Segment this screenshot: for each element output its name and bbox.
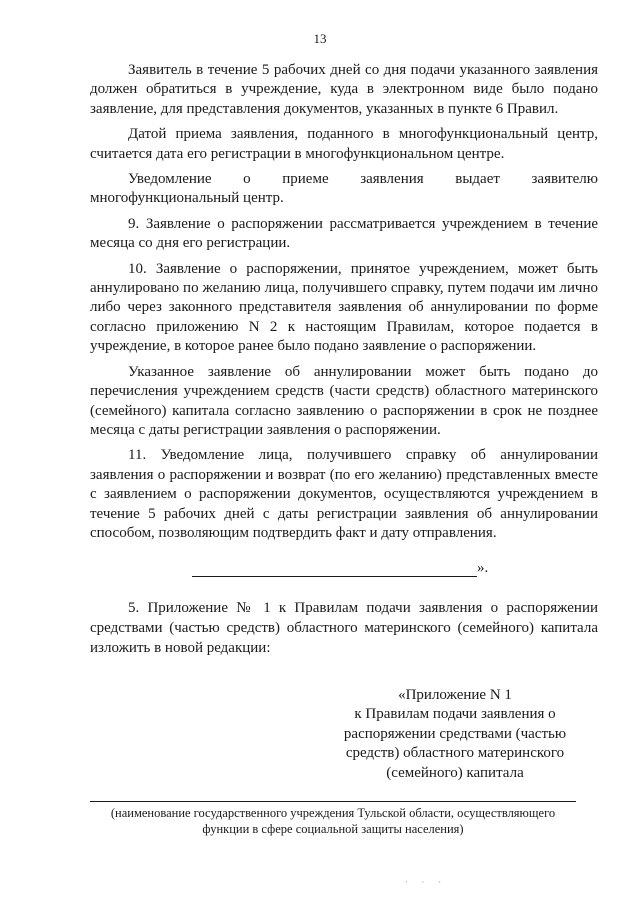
horizontal-rule bbox=[192, 564, 477, 577]
form-caption bbox=[90, 805, 576, 837]
section-5 bbox=[90, 598, 598, 658]
closing-quote: ». bbox=[477, 560, 489, 576]
paragraph: Указанное заявление об аннулировании может быть подано до перечисления учреждением средств (части средств) областного материнского (семейного) капитала согласно заявлению о распоряжении в срок не позднее месяца с даты регистрации заявления о распоряжении. bbox=[90, 363, 598, 438]
paragraph: 11. Уведомление лица, получившего справку об аннулировании заявления о распоряжении и возврат (по его желанию) представленных вместе с заявлением о распоряжении документов, осуществляются учреждением в течение 5 рабочих дней с даты регистрации заявления об аннулировании способом, позволяющим подтвердить факт и дату отправления. bbox=[90, 447, 598, 541]
paragraph: Заявитель в течение 5 рабочих дней со дня подачи указанного заявления должен обратиться в учреждение, куда в электронном виде было подано заявление, для представления документов, указанных в пункте 6 Правил. bbox=[90, 62, 598, 117]
appendix-line: (семейного) капитала bbox=[386, 764, 524, 781]
scan-specks: · · · bbox=[405, 878, 447, 887]
closing-line bbox=[192, 560, 488, 577]
appendix-heading bbox=[340, 686, 570, 783]
main-text bbox=[90, 61, 598, 543]
paragraph: 10. Заявление о распоряжении, принятое учреждением, может быть аннулировано по желанию лица, получившего справку, путем подачи им лично либо через законного представителя заявления об аннулировании по форме согласно приложению N 2 к настоящим Правилам, которое подается в учреждение, в которое ранее было подано заявление о распоряжении. bbox=[90, 260, 598, 355]
paragraph: 5. Приложение № 1 к Правилам подачи заявления о распоряжении средствами (частью средств) областного материнского (семейного) капитала изложить в новой редакции: bbox=[90, 600, 598, 656]
caption-line: функции в сфере социальной защиты населения) bbox=[202, 822, 464, 836]
appendix-line: средств) областного материнского bbox=[345, 745, 565, 762]
form-fill-line bbox=[90, 801, 576, 802]
page-number: 13 bbox=[313, 31, 327, 46]
paragraph: Уведомление о приеме заявления выдает заявителю многофункциональный центр. bbox=[90, 171, 598, 207]
paragraph: 9. Заявление о распоряжении рассматривается учреждением в течение месяца со дня его регистрации. bbox=[90, 215, 598, 252]
appendix-line: «Приложение N 1 bbox=[398, 687, 512, 703]
appendix-line: к Правилам подачи заявления о bbox=[354, 706, 556, 723]
appendix-line: распоряжении средствами (частью bbox=[343, 725, 567, 742]
caption-line: (наименование государственного учреждения Тульской области, осуществляющего bbox=[110, 806, 556, 820]
paragraph: Датой приема заявления, поданного в многофункциональный центр, считается дата его регистрации в многофункциональном центре. bbox=[90, 126, 598, 162]
